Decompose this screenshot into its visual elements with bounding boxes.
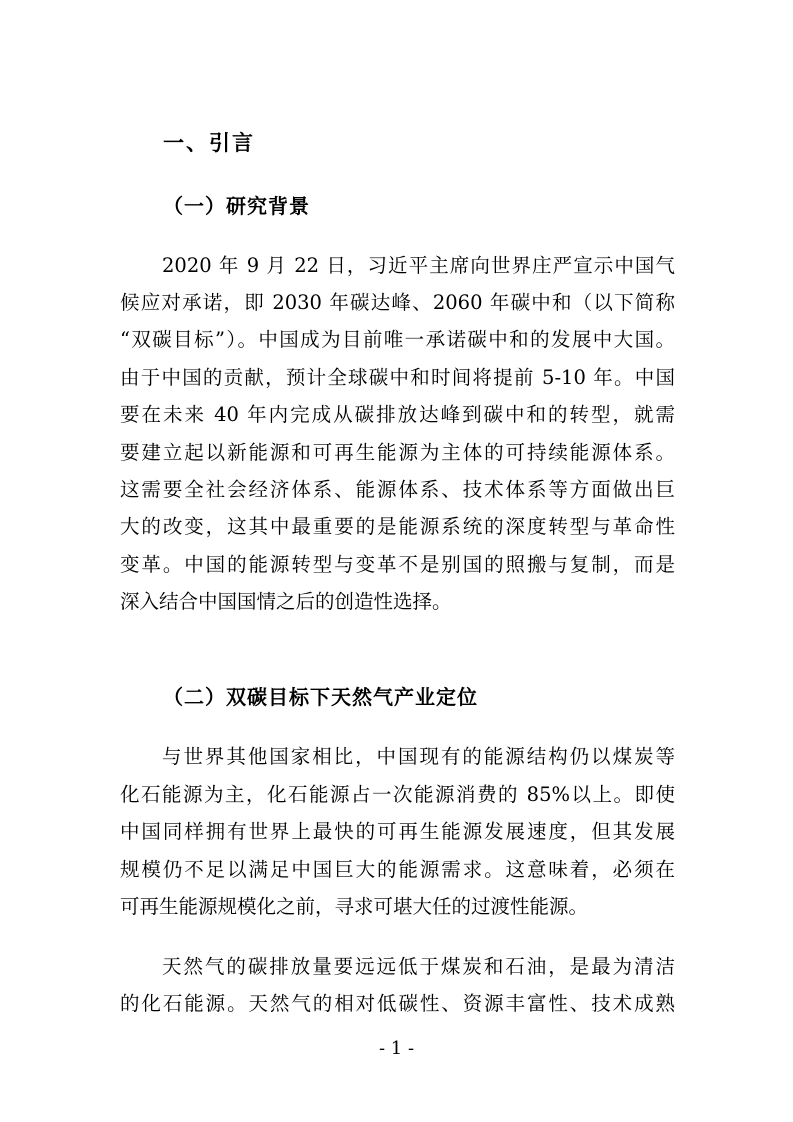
text-line: 天然气的碳排放量要远远低于煤炭和石油，是最为清洁	[162, 955, 675, 978]
text-line: 可再生能源规模化之前，寻求可堪大任的过渡性能源。	[120, 895, 589, 918]
text-line: 规模仍不足以满足中国巨大的能源需求。这意味着，必须在	[120, 858, 675, 881]
text-line: 候应对承诺，即 2030 年碳达峰、2060 年碳中和（以下简称	[120, 291, 675, 314]
text-line: 大的改变，这其中最重要的是能源系统的深度转型与革命性	[120, 515, 675, 538]
page-number: - 1 -	[378, 1038, 415, 1059]
text-line: 的化石能源。天然气的相对低碳性、资源丰富性、技术成熟	[120, 992, 675, 1015]
section-heading: 一、引言	[163, 131, 255, 155]
text-line: 与世界其他国家相比，中国现有的能源结构仍以煤炭等	[162, 745, 675, 768]
text-line: 中国同样拥有世界上最快的可再生能源发展速度，但其发展	[120, 820, 675, 843]
text-line: 变革。中国的能源转型与变革不是别国的照搬与复制，而是	[120, 553, 675, 576]
text-line: 要建立起以新能源和可再生能源为主体的可持续能源体系。	[120, 441, 675, 464]
subsection-title-positioning: （二）双碳目标下天然气产业定位	[163, 685, 478, 709]
text-line: 深入结合中国国情之后的创造性选择。	[120, 590, 452, 613]
text-line: 2020 年 9 月 22 日，习近平主席向世界庄严宣示中国气	[162, 254, 675, 277]
text-line: 化石能源为主，化石能源占一次能源消费的 85%以上。即使	[120, 783, 675, 806]
text-line: “双碳目标”）。中国成为目前唯一承诺碳中和的发展中大国。	[120, 328, 675, 351]
subsection-title-background: （一）研究背景	[163, 194, 310, 218]
text-line: 这需要全社会经济体系、能源体系、技术体系等方面做出巨	[120, 478, 675, 501]
text-line: 由于中国的贡献，预计全球碳中和时间将提前 5-10 年。中国	[120, 366, 675, 389]
text-line: 要在未来 40 年内完成从碳排放达峰到碳中和的转型，就需	[120, 403, 675, 426]
